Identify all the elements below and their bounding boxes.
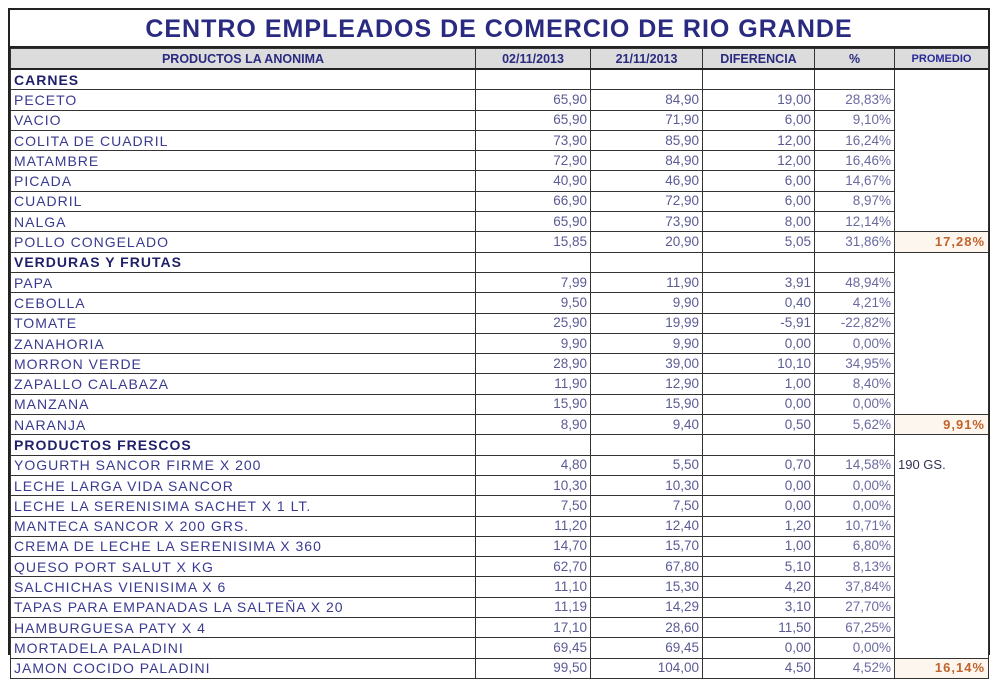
percent-change: 0,00% [815, 638, 895, 658]
product-name: QUESO PORT SALUT X KG [11, 557, 476, 577]
avg-spacer [895, 597, 989, 617]
empty-cell [703, 435, 815, 455]
price-date2: 72,90 [591, 191, 703, 211]
sheet-title: CENTRO EMPLEADOS DE COMERCIO DE RIO GRANDE [10, 10, 988, 48]
price-date2: 39,00 [591, 354, 703, 374]
section-name: PRODUCTOS FRESCOS [11, 435, 476, 455]
price-date1: 73,90 [476, 130, 591, 150]
avg-spacer [895, 618, 989, 638]
table-row [11, 475, 989, 495]
price-date1: 11,19 [476, 597, 591, 617]
price-date2: 15,90 [591, 394, 703, 414]
table-row [11, 618, 989, 638]
col-header-avg: PROMEDIO [895, 49, 989, 70]
price-date1: 7,99 [476, 272, 591, 292]
product-name: SALCHICHAS VIENISIMA X 6 [11, 577, 476, 597]
empty-cell [591, 435, 703, 455]
price-date2: 20,90 [591, 232, 703, 252]
avg-spacer [895, 252, 989, 272]
empty-cell [815, 252, 895, 272]
percent-change: 8,97% [815, 191, 895, 211]
price-date1: 72,90 [476, 151, 591, 171]
price-date1: 15,90 [476, 394, 591, 414]
avg-spacer [895, 313, 989, 333]
section-average: 17,28% [895, 232, 989, 252]
avg-spacer [895, 151, 989, 171]
empty-cell [476, 435, 591, 455]
price-table [10, 48, 989, 679]
table-row [11, 130, 989, 150]
price-date1: 9,50 [476, 293, 591, 313]
price-difference: 1,20 [703, 516, 815, 536]
product-name: VACIO [11, 110, 476, 130]
percent-change: 8,40% [815, 374, 895, 394]
percent-change: 8,13% [815, 557, 895, 577]
avg-spacer [895, 577, 989, 597]
price-date2: 19,99 [591, 313, 703, 333]
avg-spacer [895, 394, 989, 414]
price-date2: 11,90 [591, 272, 703, 292]
product-name: CUADRIL [11, 191, 476, 211]
price-date1: 65,90 [476, 212, 591, 232]
empty-cell [476, 69, 591, 90]
empty-cell [815, 69, 895, 90]
empty-cell [476, 252, 591, 272]
price-date1: 8,90 [476, 415, 591, 435]
table-row [11, 536, 989, 556]
avg-spacer [895, 374, 989, 394]
product-name: ZAPALLO CALABAZA [11, 374, 476, 394]
price-date2: 104,00 [591, 658, 703, 678]
percent-change: 34,95% [815, 354, 895, 374]
avg-spacer [895, 435, 989, 455]
price-difference: 5,05 [703, 232, 815, 252]
price-difference: 19,00 [703, 90, 815, 110]
avg-spacer [895, 293, 989, 313]
price-difference: 5,10 [703, 557, 815, 577]
product-name: CEBOLLA [11, 293, 476, 313]
price-difference: 10,10 [703, 354, 815, 374]
section-row [11, 435, 989, 455]
section-row [11, 252, 989, 272]
table-row [11, 597, 989, 617]
percent-change: 10,71% [815, 516, 895, 536]
section-row [11, 69, 989, 90]
price-date1: 11,20 [476, 516, 591, 536]
product-name: POLLO CONGELADO [11, 232, 476, 252]
price-date2: 84,90 [591, 151, 703, 171]
price-date1: 65,90 [476, 90, 591, 110]
percent-change: 67,25% [815, 618, 895, 638]
product-name: ZANAHORIA [11, 333, 476, 353]
table-row [11, 191, 989, 211]
col-header-product: PRODUCTOS LA ANONIMA [11, 49, 476, 70]
col-header-date2: 21/11/2013 [591, 49, 703, 70]
table-row [11, 415, 989, 435]
table-row [11, 455, 989, 475]
table-row [11, 90, 989, 110]
table-row [11, 577, 989, 597]
table-row [11, 232, 989, 252]
product-name: JAMON COCIDO PALADINI [11, 658, 476, 678]
price-date1: 11,90 [476, 374, 591, 394]
product-name: NARANJA [11, 415, 476, 435]
col-header-diff: DIFERENCIA [703, 49, 815, 70]
price-date2: 67,80 [591, 557, 703, 577]
price-difference: 3,91 [703, 272, 815, 292]
avg-spacer [895, 333, 989, 353]
section-average: 9,91% [895, 415, 989, 435]
price-date1: 66,90 [476, 191, 591, 211]
table-row [11, 151, 989, 171]
percent-change: 28,83% [815, 90, 895, 110]
price-difference: 4,50 [703, 658, 815, 678]
price-date2: 12,40 [591, 516, 703, 536]
price-difference: 1,00 [703, 374, 815, 394]
table-row [11, 313, 989, 333]
avg-spacer [895, 69, 989, 90]
percent-change: 31,86% [815, 232, 895, 252]
price-difference: 0,00 [703, 394, 815, 414]
price-difference: 4,20 [703, 577, 815, 597]
price-date1: 15,85 [476, 232, 591, 252]
empty-cell [703, 252, 815, 272]
avg-spacer [895, 130, 989, 150]
col-header-date1: 02/11/2013 [476, 49, 591, 70]
percent-change: 48,94% [815, 272, 895, 292]
product-name: CREMA DE LECHE LA SERENISIMA X 360 [11, 536, 476, 556]
price-date2: 5,50 [591, 455, 703, 475]
price-date2: 9,40 [591, 415, 703, 435]
section-name: CARNES [11, 69, 476, 90]
table-row [11, 394, 989, 414]
percent-change: 16,46% [815, 151, 895, 171]
avg-spacer [895, 171, 989, 191]
price-date1: 10,30 [476, 475, 591, 495]
price-date2: 12,90 [591, 374, 703, 394]
price-date1: 14,70 [476, 536, 591, 556]
table-row [11, 293, 989, 313]
product-name: HAMBURGUESA PATY X 4 [11, 618, 476, 638]
price-difference: 6,00 [703, 171, 815, 191]
price-difference: 0,50 [703, 415, 815, 435]
table-row [11, 496, 989, 516]
price-date2: 71,90 [591, 110, 703, 130]
product-name: NALGA [11, 212, 476, 232]
price-date1: 69,45 [476, 638, 591, 658]
col-header-pct: % [815, 49, 895, 70]
price-difference: 3,10 [703, 597, 815, 617]
price-date1: 25,90 [476, 313, 591, 333]
percent-change: 4,21% [815, 293, 895, 313]
price-date1: 65,90 [476, 110, 591, 130]
table-row [11, 557, 989, 577]
percent-change: 0,00% [815, 394, 895, 414]
product-name: COLITA DE CUADRIL [11, 130, 476, 150]
price-difference: 0,40 [703, 293, 815, 313]
avg-spacer [895, 191, 989, 211]
percent-change: 14,67% [815, 171, 895, 191]
percent-change: 0,00% [815, 496, 895, 516]
product-name: YOGURTH SANCOR FIRME X 200 [11, 455, 476, 475]
percent-change: 5,62% [815, 415, 895, 435]
avg-spacer [895, 496, 989, 516]
percent-change: 4,52% [815, 658, 895, 678]
price-date1: 9,90 [476, 333, 591, 353]
price-difference: 0,00 [703, 496, 815, 516]
price-difference: 8,00 [703, 212, 815, 232]
price-date2: 85,90 [591, 130, 703, 150]
avg-spacer [895, 557, 989, 577]
avg-spacer [895, 272, 989, 292]
product-name: PICADA [11, 171, 476, 191]
price-date2: 14,29 [591, 597, 703, 617]
price-sheet [8, 8, 990, 677]
product-name: MORTADELA PALADINI [11, 638, 476, 658]
price-date2: 9,90 [591, 293, 703, 313]
empty-cell [703, 69, 815, 90]
header-row [11, 49, 989, 70]
section-average: 16,14% [895, 658, 989, 678]
table-row [11, 374, 989, 394]
price-difference: 1,00 [703, 536, 815, 556]
table-row [11, 638, 989, 658]
price-date1: 4,80 [476, 455, 591, 475]
price-date2: 73,90 [591, 212, 703, 232]
product-name: LECHE LA SERENISIMA SACHET X 1 LT. [11, 496, 476, 516]
percent-change: 6,80% [815, 536, 895, 556]
price-date2: 15,70 [591, 536, 703, 556]
percent-change: 37,84% [815, 577, 895, 597]
price-date1: 40,90 [476, 171, 591, 191]
product-name: MANTECA SANCOR X 200 GRS. [11, 516, 476, 536]
price-difference: -5,91 [703, 313, 815, 333]
price-date2: 84,90 [591, 90, 703, 110]
percent-change: 14,58% [815, 455, 895, 475]
price-difference: 0,00 [703, 638, 815, 658]
price-date1: 62,70 [476, 557, 591, 577]
avg-spacer [895, 110, 989, 130]
avg-spacer [895, 516, 989, 536]
price-date2: 9,90 [591, 333, 703, 353]
product-name: LECHE LARGA VIDA SANCOR [11, 475, 476, 495]
avg-spacer [895, 475, 989, 495]
price-date2: 69,45 [591, 638, 703, 658]
price-date1: 11,10 [476, 577, 591, 597]
table-row [11, 333, 989, 353]
row-note: 190 GS. [895, 455, 989, 475]
price-date1: 17,10 [476, 618, 591, 638]
price-date2: 15,30 [591, 577, 703, 597]
avg-spacer [895, 212, 989, 232]
price-date1: 7,50 [476, 496, 591, 516]
table-row [11, 110, 989, 130]
product-name: PAPA [11, 272, 476, 292]
price-date2: 10,30 [591, 475, 703, 495]
empty-cell [591, 69, 703, 90]
empty-cell [815, 435, 895, 455]
price-difference: 0,00 [703, 333, 815, 353]
product-name: MATAMBRE [11, 151, 476, 171]
table-row [11, 212, 989, 232]
avg-spacer [895, 354, 989, 374]
price-date2: 46,90 [591, 171, 703, 191]
price-difference: 12,00 [703, 151, 815, 171]
price-difference: 11,50 [703, 618, 815, 638]
percent-change: 0,00% [815, 333, 895, 353]
price-difference: 6,00 [703, 191, 815, 211]
price-difference: 6,00 [703, 110, 815, 130]
avg-spacer [895, 90, 989, 110]
price-difference: 12,00 [703, 130, 815, 150]
percent-change: 12,14% [815, 212, 895, 232]
price-date1: 99,50 [476, 658, 591, 678]
price-date2: 28,60 [591, 618, 703, 638]
product-name: TAPAS PARA EMPANADAS LA SALTEÑA X 20 [11, 597, 476, 617]
price-date2: 7,50 [591, 496, 703, 516]
percent-change: 0,00% [815, 475, 895, 495]
table-row [11, 272, 989, 292]
avg-spacer [895, 638, 989, 658]
table-row [11, 516, 989, 536]
table-row [11, 354, 989, 374]
empty-cell [591, 252, 703, 272]
percent-change: -22,82% [815, 313, 895, 333]
price-difference: 0,00 [703, 475, 815, 495]
price-date1: 28,90 [476, 354, 591, 374]
product-name: MANZANA [11, 394, 476, 414]
price-difference: 0,70 [703, 455, 815, 475]
avg-spacer [895, 536, 989, 556]
percent-change: 27,70% [815, 597, 895, 617]
product-name: TOMATE [11, 313, 476, 333]
product-name: MORRON VERDE [11, 354, 476, 374]
table-row [11, 658, 989, 678]
percent-change: 9,10% [815, 110, 895, 130]
section-name: VERDURAS Y FRUTAS [11, 252, 476, 272]
table-row [11, 171, 989, 191]
product-name: PECETO [11, 90, 476, 110]
percent-change: 16,24% [815, 130, 895, 150]
